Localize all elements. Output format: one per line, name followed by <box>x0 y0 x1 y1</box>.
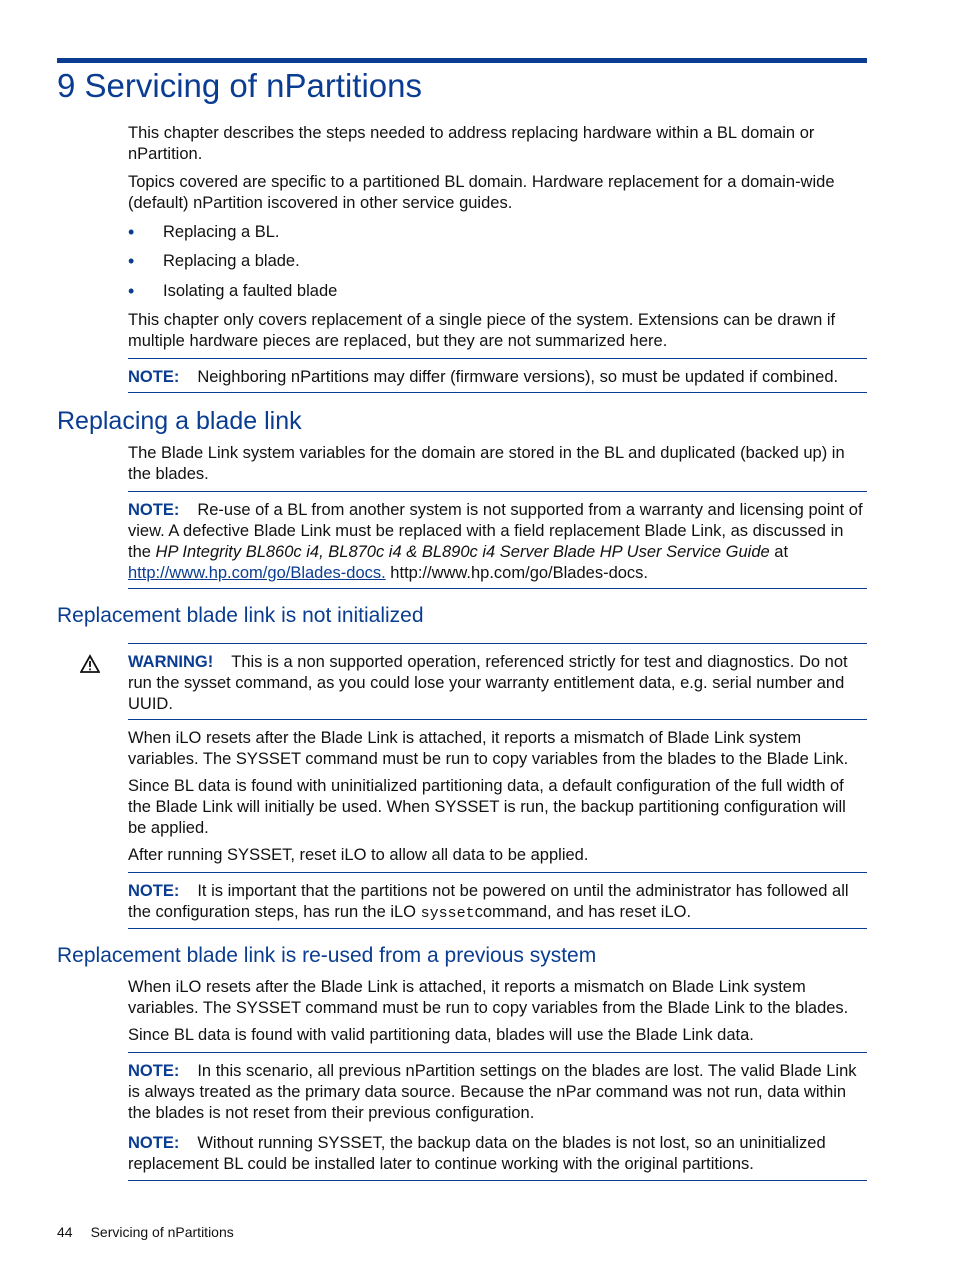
intro-paragraph-2: Topics covered are specific to a partitioned BL domain. Hardware replacement for a domain-wide (default) nPartition iscovered in other service guides. <box>128 173 835 212</box>
note-bottom-rule <box>128 928 867 929</box>
bullet-icon: • <box>128 222 135 242</box>
note-text: Re-use of a BL from another system is not supported from a warranty and licensing point of view. A defective Blade Link must be replaced with a field replacement Blade Link, as discussed in the <box>128 501 863 561</box>
note-text: Without running SYSSET, the backup data on the blades is not lost, so an uninitialized replacement BL could be installed later to continue working with the original partitions. <box>128 1134 826 1173</box>
chapter-top-rule <box>57 58 867 63</box>
warning-label: WARNING! <box>128 653 214 671</box>
note-bottom-rule <box>128 588 867 589</box>
warning-top-rule <box>128 643 867 644</box>
section-title-replacing-blade-link: Replacing a blade link <box>57 407 302 435</box>
note-text: It is important that the partitions not be powered on until the administrator has followed all the configuration steps, has run the iLO <box>128 882 849 921</box>
note-top-rule <box>128 1052 867 1053</box>
note-label: NOTE: <box>128 882 180 900</box>
not-initialized-paragraph-1: When iLO resets after the Blade Link is attached, it reports a mismatch of Blade Link system variables. The SYSSET command must be run to copy variables from the blades to the Blade Link. <box>128 729 849 768</box>
warning-bottom-rule <box>128 719 867 720</box>
list-item-text: Isolating a faulted blade <box>163 282 338 300</box>
blade-link-note <box>128 500 868 584</box>
reused-paragraph-2: Since BL data is found with valid partitioning data, blades will use the Blade Link data. <box>128 1026 754 1044</box>
sysset-code: sysset <box>420 905 475 922</box>
chapter-title: 9 Servicing of nPartitions <box>57 67 423 104</box>
list-item-text: Replacing a blade. <box>163 252 300 270</box>
section-title-not-initialized: Replacement blade link is not initialized <box>57 604 424 627</box>
running-title: Servicing of nPartitions <box>90 1224 234 1240</box>
intro-paragraph-1: This chapter describes the steps needed to address replacing hardware within a BL domain or nPartition. <box>128 124 815 163</box>
note-text: at <box>769 543 789 561</box>
note-text: In this scenario, all previous nPartition settings on the blades are lost. The valid Blade Link is always treated as the primary data source. Because the nPar command was not run, data within the blades is not reset from their previous configuration. <box>128 1062 857 1122</box>
blades-docs-link[interactable]: http://www.hp.com/go/Blades-docs. <box>128 564 386 582</box>
reused-paragraph-1: When iLO resets after the Blade Link is attached, it reports a mismatch on Blade Link system variables. The SYSSET command must be run to copy variables from the Blade Link to the blades. <box>128 978 849 1017</box>
note-bottom-rule <box>128 1180 867 1181</box>
section-title-reused: Replacement blade link is re-used from a previous system <box>57 944 597 967</box>
note-text: Neighboring nPartitions may differ (firmware versions), so must be updated if combined. <box>197 368 839 386</box>
warning-text: This is a non supported operation, referenced strictly for test and diagnostics. Do not run the sysset command, as you could lose your warranty entitlement data, e.g. serial number and UUID. <box>128 653 848 713</box>
guide-title: HP Integrity BL860c i4, BL870c i4 & BL890c i4 Server Blade HP User Service Guide <box>155 543 770 561</box>
not-initialized-paragraph-3: After running SYSSET, reset iLO to allow all data to be applied. <box>128 846 589 864</box>
note-label: NOTE: <box>128 1062 180 1080</box>
bullet-icon: • <box>128 251 135 271</box>
warning-block <box>128 652 868 715</box>
page-number: 44 <box>57 1224 73 1240</box>
note-label: NOTE: <box>128 368 180 386</box>
note-top-rule <box>128 358 867 359</box>
warning-triangle-icon <box>80 654 100 674</box>
list-item-text: Replacing a BL. <box>163 223 280 241</box>
reused-note-2 <box>128 1133 868 1175</box>
note-text: http://www.hp.com/go/Blades-docs. <box>385 564 649 582</box>
blade-link-paragraph: The Blade Link system variables for the domain are stored in the BL and duplicated (backed up) in the blades. <box>128 444 845 483</box>
note-bottom-rule <box>128 392 867 393</box>
page-footer <box>57 1222 234 1242</box>
bullet-icon: • <box>128 281 135 301</box>
note-label: NOTE: <box>128 501 180 519</box>
intro-note <box>128 367 868 388</box>
note-label: NOTE: <box>128 1134 180 1152</box>
reused-note-1 <box>128 1061 868 1124</box>
note-top-rule <box>128 872 867 873</box>
note-text: command, and has reset iLO. <box>474 903 692 921</box>
not-initialized-note <box>128 881 868 924</box>
not-initialized-paragraph-2: Since BL data is found with uninitialized partitioning data, a default configuration of the full width of the Blade Link will initially be used. When SYSSET is run, the backup partitioning configuration will be applied. <box>128 777 846 837</box>
note-top-rule <box>128 491 867 492</box>
intro-paragraph-3: This chapter only covers replacement of a single piece of the system. Extensions can be drawn if multiple hardware pieces are replaced, but they are not summarized here. <box>128 311 836 350</box>
